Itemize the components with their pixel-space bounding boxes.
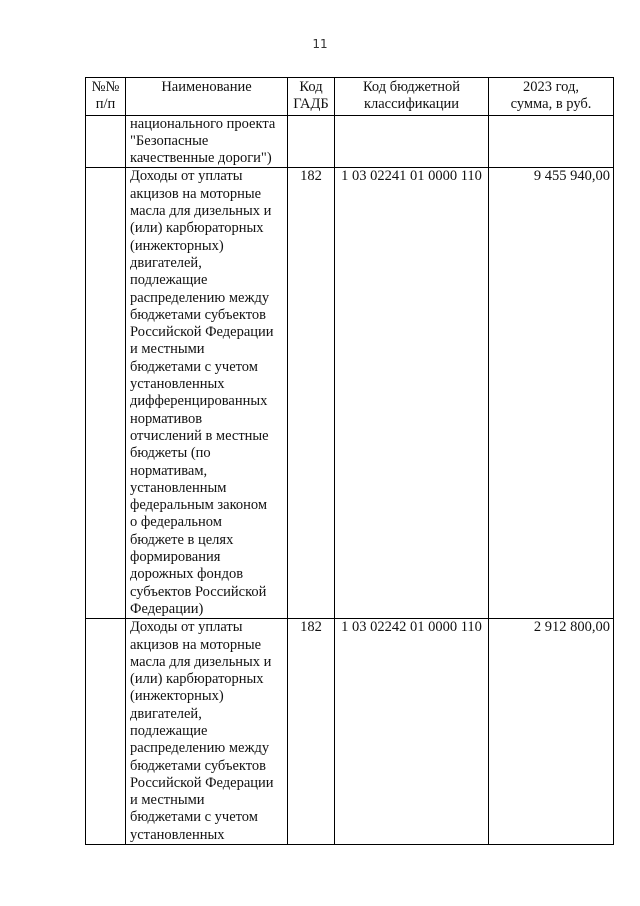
row-sum bbox=[489, 115, 614, 168]
row-name: национального проекта "Безопасные качественные дороги") bbox=[126, 115, 288, 168]
row-sum: 9 455 940,00 bbox=[489, 168, 614, 619]
row-budget-code bbox=[335, 115, 489, 168]
table-row bbox=[86, 168, 614, 619]
row-number bbox=[86, 619, 126, 845]
table-row bbox=[86, 115, 614, 168]
table-row bbox=[86, 619, 614, 845]
header-name: Наименование bbox=[126, 78, 288, 116]
header-sum-2023: 2023 год, сумма, в руб. bbox=[489, 78, 614, 116]
table-header-row bbox=[86, 78, 614, 116]
row-gadb-code: 182 bbox=[288, 619, 335, 845]
header-number: №№ п/п bbox=[86, 78, 126, 116]
budget-income-table bbox=[85, 77, 614, 845]
row-gadb-code bbox=[288, 115, 335, 168]
row-budget-code: 1 03 02242 01 0000 110 bbox=[335, 619, 489, 845]
row-sum: 2 912 800,00 bbox=[489, 619, 614, 845]
row-gadb-code: 182 bbox=[288, 168, 335, 619]
row-number bbox=[86, 115, 126, 168]
page-number: 11 bbox=[312, 37, 328, 51]
header-budget-classification-code: Код бюджетной классификации bbox=[335, 78, 489, 116]
row-budget-code: 1 03 02241 01 0000 110 bbox=[335, 168, 489, 619]
header-gadb-code: Код ГАДБ bbox=[288, 78, 335, 116]
row-number bbox=[86, 168, 126, 619]
row-name: Доходы от уплаты акцизов на моторные масла для дизельных и (или) карбюраторных (инжекторных) двигателей, подлежащие распределению между бюджетами субъектов Российской Федерации и местными бюджетами с учетом установленных bbox=[126, 619, 288, 845]
row-name: Доходы от уплаты акцизов на моторные масла для дизельных и (или) карбюраторных (инжекторных) двигателей, подлежащие распределению между бюджетами субъектов Российской Федерации и местными бюджетами с учетом установленных дифференцированных нормативов отчислений в местные бюджеты (по нормативам, установленным федеральным законом о федеральном бюджете в целях формирования дорожных фондов субъектов Российской Федерации) bbox=[126, 168, 288, 619]
